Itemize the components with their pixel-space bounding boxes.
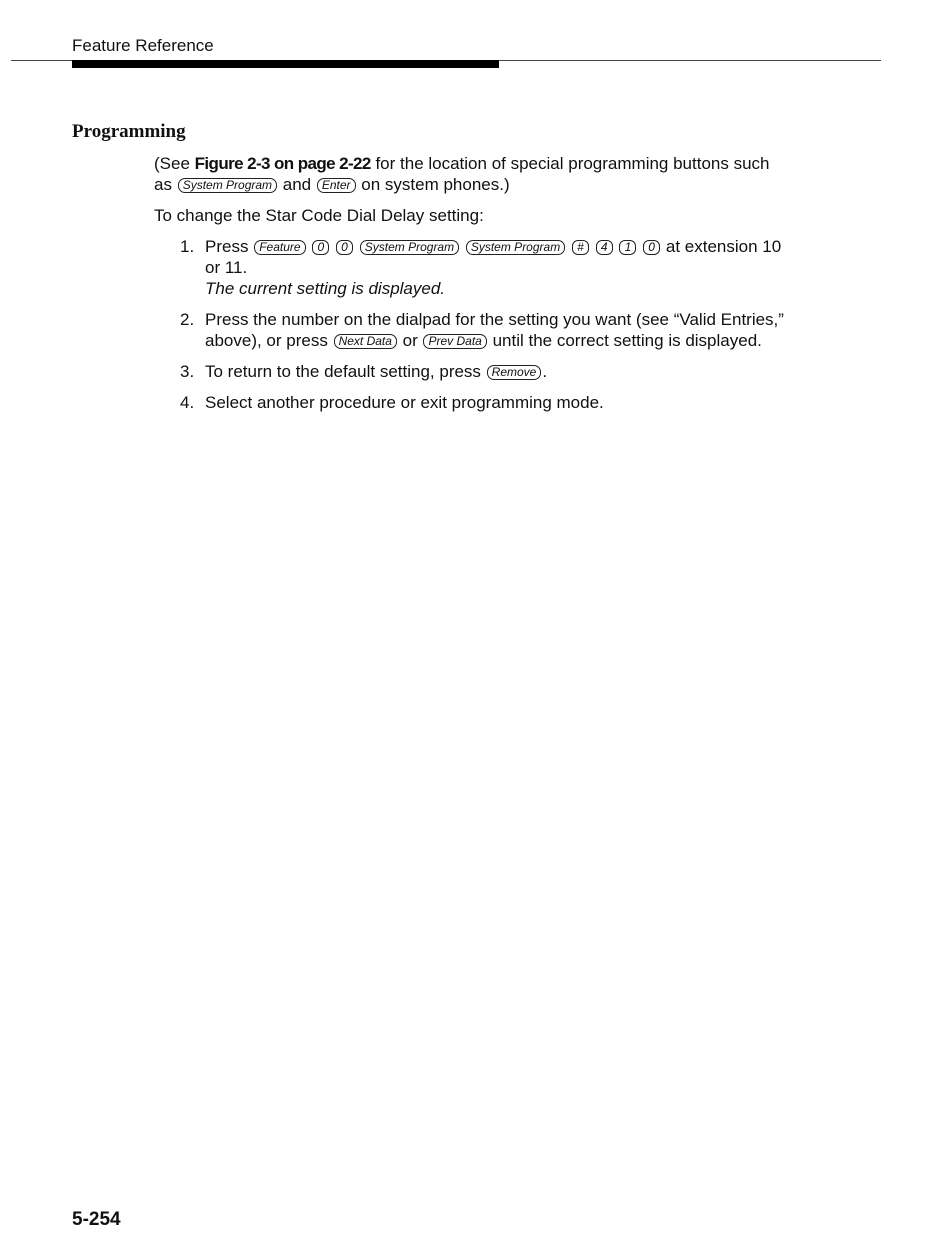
key-0: 0 [312, 240, 329, 255]
page-number: 5-254 [72, 1209, 121, 1230]
step-1 [154, 236, 784, 299]
step-text: . [542, 362, 548, 381]
step-text: or [397, 331, 423, 350]
key-0: 0 [336, 240, 353, 255]
step-2 [154, 309, 784, 351]
step-4 [154, 392, 784, 413]
step-text: Press [205, 237, 254, 256]
procedure-steps [154, 236, 784, 413]
header-rule-bar [72, 60, 499, 68]
key-prev-data: Prev Data [423, 334, 486, 349]
key-system-program: System Program [360, 240, 459, 255]
step-number: 4. [180, 393, 195, 412]
step-text: To return to the default setting, press [205, 362, 486, 381]
step-text: until the correct setting is displayed. [487, 331, 762, 350]
section-title: Programming [72, 121, 186, 142]
intro-text: (See [154, 154, 195, 173]
key-system-program: System Program [466, 240, 565, 255]
intro-paragraph [154, 153, 784, 195]
key-pound: # [572, 240, 589, 255]
key-feature: Feature [254, 240, 305, 255]
body-text [154, 153, 784, 423]
key-remove: Remove [487, 365, 542, 380]
key-1: 1 [619, 240, 636, 255]
running-header: Feature Reference [72, 36, 214, 55]
key-enter: Enter [317, 178, 356, 193]
step-text: Press the number on the dialpad for the setting you want (see “Valid Entries,” above), or press [205, 310, 784, 350]
step-result: The current setting is displayed. [205, 279, 446, 298]
intro-text: on system phones.) [356, 175, 510, 194]
step-number: 1. [180, 237, 195, 256]
step-text: at extension 10 or 11. [205, 237, 782, 277]
procedure-lead: To change the Star Code Dial Delay setting: [154, 206, 484, 225]
step-3 [154, 361, 784, 382]
key-next-data: Next Data [334, 334, 397, 349]
figure-cross-reference: Figure 2-3 on page 2-22 [194, 154, 371, 173]
key-4: 4 [596, 240, 613, 255]
step-number: 2. [180, 310, 195, 329]
intro-text: and [278, 175, 316, 194]
step-number: 3. [180, 362, 195, 381]
intro-text: for the location of special programming buttons such as [154, 154, 770, 194]
step-text: Select another procedure or exit programming mode. [205, 393, 604, 412]
key-0: 0 [643, 240, 660, 255]
key-system-program: System Program [178, 178, 277, 193]
